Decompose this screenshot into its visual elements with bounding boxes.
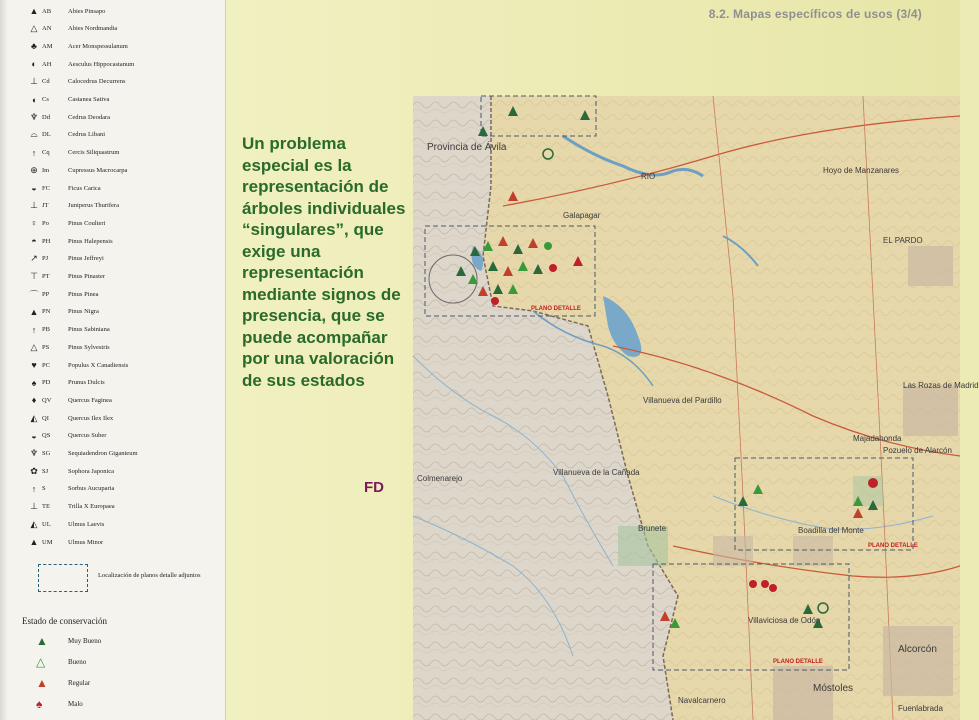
legend-item (28, 305, 99, 319)
legend-item (28, 429, 106, 443)
legend-item (28, 500, 115, 514)
tree-symbol-icon: ▲ (29, 6, 39, 16)
tree-symbol-icon: ⌓ (30, 129, 38, 140)
legend-code: PT (42, 273, 50, 280)
tree-symbol-icon: ⊥ (30, 501, 38, 512)
legend-species-name: Pinus Sabiniana (68, 326, 110, 334)
legend-code: PH (42, 237, 51, 245)
tree-symbol-icon: ◖ (31, 94, 37, 105)
map-label-boadilla: Boadilla del Monte (798, 526, 864, 535)
legend-species-name: Juniperus Thurifera (68, 202, 119, 210)
legend-item (28, 75, 126, 89)
legend-species-name: Quercus Ilex Ilex (68, 414, 114, 422)
legend-species-name: Ulmus Laevis (68, 520, 105, 528)
legend-code: PD (42, 379, 51, 387)
author-initials: FD (364, 479, 384, 496)
conservation-state-icon: ▲ (36, 675, 48, 690)
conservation-label: Bueno (68, 658, 87, 666)
legend-code: QV (42, 396, 52, 404)
legend-item (28, 411, 113, 425)
map-label-alcorcon: Alcorcón (898, 644, 937, 655)
legend-code: Cd (42, 78, 50, 86)
legend-species-name: Pinus Pinaster (68, 273, 106, 280)
tree-symbol-icon: △ (30, 341, 38, 352)
legend-code: JT (42, 202, 49, 210)
map-label-colmenarejo: Colmenarejo (417, 474, 463, 483)
map-graphic (413, 96, 960, 720)
legend-species-name: Trilla X Europaea (68, 503, 115, 511)
legend-item (28, 340, 110, 354)
legend-code: Im (42, 166, 50, 174)
legend-code: S (42, 485, 46, 493)
legend-item (28, 128, 105, 142)
map-label-villanueva-canada: Villanueva de la Cañada (553, 468, 640, 477)
tree-symbol-icon: ♆ (29, 111, 39, 122)
legend-species-name: Populus X Canadiensis (68, 361, 129, 369)
map-label-villaviciosa: Villaviciosa de Odón (748, 616, 821, 625)
legend-item (28, 163, 127, 177)
map-label-majadahonda: Majadahonda (853, 434, 902, 443)
legend-item (28, 464, 114, 478)
legend-code: QS (42, 432, 51, 440)
legend-species-name: Quercus Suber (68, 432, 107, 440)
conservation-label: Regular (68, 679, 91, 687)
legend-code: PS (42, 343, 50, 351)
map-label-hoyo: Hoyo de Manzanares (823, 166, 900, 175)
legend-species-name: Cupressus Macrocarpa (68, 166, 128, 174)
tree-symbol-icon: ↑ (31, 483, 37, 494)
map-label-mostoles: Móstoles (813, 683, 854, 694)
map-tag-3: PLANO DETALLE (773, 659, 823, 665)
legend-species-name: Pinus Jeffreyi (68, 255, 104, 263)
map-label-galapagar: Galapagar (563, 211, 601, 220)
slide-body-text: Un problema especial es la representación de árboles individuales “singulares”, que exige una representación mediante signos de presencia, que se puede acompañar por una valoración de sus estados (242, 134, 406, 390)
legend-code: AM (42, 42, 53, 50)
legend-species-name: Castanea Sativa (68, 96, 110, 103)
legend-species-name: Ficus Carica (68, 184, 101, 192)
conservation-state-icon: ▲ (36, 633, 48, 648)
legend-species-name: Cedrus Libani (68, 131, 106, 139)
tree-symbol-icon: ♆ (29, 448, 39, 458)
legend-species-name: Prunus Dulcis (68, 379, 105, 387)
legend-species-name: Acer Monspessulanum (68, 42, 128, 50)
legend-code: FC (42, 184, 50, 192)
legend-species-name: Abies Nordmandia (68, 25, 118, 33)
tree-symbol-icon: △ (30, 23, 38, 34)
legend-species-name: Ulmus Minor (68, 538, 104, 546)
legend-species-name: Cedrus Deodara (68, 113, 111, 121)
legend-item (28, 199, 119, 213)
tree-symbol-icon: ⌒ (29, 289, 39, 300)
legend-code: PB (42, 326, 50, 334)
tree-symbol-icon: ↑ (31, 147, 37, 158)
tree-symbol-icon: ◭ (30, 412, 38, 423)
legend-code: PN (42, 308, 51, 316)
legend-item (28, 252, 104, 266)
legend-species-name: Pinus Halepensis (68, 237, 113, 245)
tree-symbol-icon: ↑ (31, 324, 37, 335)
detail-box-label: Localización de planos detalle adjuntos (98, 572, 201, 579)
tree-symbol-icon: ♦ (31, 395, 37, 406)
tree-symbol-icon: ⊥ (30, 200, 38, 211)
legend-item (28, 146, 119, 160)
tree-symbol-icon: ◓ (31, 236, 37, 247)
legend-code: SG (42, 450, 51, 457)
conservation-state-icon: △ (36, 654, 46, 669)
legend-code: Dd (42, 113, 50, 121)
map-label-navalcarnero: Navalcarnero (678, 696, 726, 705)
legend-code: UM (42, 538, 53, 546)
legend-item (28, 234, 113, 248)
tree-symbol-icon: ♀ (30, 218, 38, 229)
legend-code: AB (42, 7, 52, 15)
legend-item (28, 4, 105, 18)
legend-item (28, 447, 138, 461)
legend-species-name: Pinus Sylvestris (68, 343, 110, 351)
map-label-rio: RIO (641, 172, 656, 181)
legend-code: TE (42, 503, 50, 511)
conservation-item (36, 633, 101, 649)
legend-item (28, 110, 110, 124)
tree-symbol-icon: ♥ (31, 360, 37, 370)
legend-code: AN (42, 25, 52, 33)
map-label-brunete: Brunete (638, 524, 667, 533)
legend-item (28, 39, 128, 53)
tree-symbol-icon: ↗ (30, 253, 38, 264)
legend-item (28, 181, 101, 195)
map-tag-2: PLANO DETALLE (868, 543, 918, 549)
map-label-provincia: Provincia de Ávila (427, 142, 507, 153)
legend-species-name: Pinus Nigra (68, 308, 99, 316)
legend-species-name: Pinus Coulteri (68, 219, 106, 227)
legend-code: QI (42, 414, 49, 422)
tree-symbol-icon: ⊤ (30, 271, 38, 281)
legend-code: Po (42, 219, 49, 227)
legend-code: DL (42, 131, 51, 139)
legend-species-name: Sorbus Aucuparia (68, 485, 115, 493)
legend-species-name: Sequiadendron Giganteum (68, 450, 138, 457)
legend-code: SJ (42, 467, 49, 475)
legend-item (28, 358, 128, 372)
tree-symbol-icon: ▲ (29, 537, 39, 547)
legend-code: PP (42, 290, 50, 298)
map-label-fuenlabrada: Fuenlabrada (898, 704, 943, 713)
legend-code: AH (42, 60, 52, 68)
legend-item (28, 270, 105, 284)
detail-box-symbol (38, 564, 88, 592)
legend-species-name: Sophora Japonica (68, 467, 115, 475)
legend-item (28, 535, 103, 549)
tree-symbol-icon: ◒ (31, 183, 37, 193)
legend-species-name: Pinus Pinea (68, 290, 99, 298)
tree-symbol-icon: ⊕ (30, 164, 38, 175)
legend-species-name: Calocedrus Decurrens (68, 78, 126, 86)
legend-item (28, 287, 99, 301)
map-label-el-pardo: EL PARDO (883, 236, 923, 245)
legend-item (28, 57, 134, 71)
legend-item (28, 376, 105, 390)
conservation-state-icon: ♠ (36, 696, 43, 711)
tree-symbol-icon: ♠ (31, 377, 37, 388)
legend-code: Cs (42, 96, 49, 103)
legend-species-name: Quercus Faginea (68, 396, 112, 404)
conservation-item (36, 654, 86, 670)
legend-species-name: Aesculus Hippocastanum (68, 60, 135, 68)
conservation-item (36, 696, 83, 712)
tree-symbol-icon: ◭ (30, 518, 38, 529)
map-label-las-rozas: Las Rozas de Madrid (903, 381, 979, 390)
legend-item (28, 93, 109, 107)
tree-symbol-icon: ♣ (31, 41, 37, 52)
tree-symbol-icon: ⊥ (30, 76, 38, 87)
legend-code: UL (42, 520, 51, 528)
conservation-label: Malo (68, 700, 83, 708)
tree-symbol-icon: ◒ (31, 430, 37, 441)
legend-species-name: Abies Pinsapo (68, 7, 106, 15)
legend-item (28, 482, 114, 496)
legend-code: Cq (42, 149, 50, 157)
legend-species-name: Cercis Siliquastrum (68, 149, 120, 157)
tree-symbol-icon: ◐ (31, 59, 37, 70)
legend-item (28, 323, 110, 337)
slide-heading: 8.2. Mapas específicos de usos (3/4) (708, 7, 922, 21)
legend-code: PC (42, 361, 50, 369)
tree-symbol-icon: ✿ (30, 465, 38, 476)
map-image (413, 96, 979, 720)
legend-item (28, 216, 105, 230)
conservation-title: Estado de conservación (22, 616, 107, 626)
legend-page (0, 0, 226, 720)
legend-item (28, 22, 117, 36)
legend-item (28, 517, 104, 531)
map-label-villanueva-pardillo: Villanueva del Pardillo (643, 396, 722, 405)
map-tag-1: PLANO DETALLE (531, 306, 581, 312)
map-label-pozuelo: Pozuelo de Alarcón (883, 446, 952, 455)
legend-code: PJ (42, 255, 49, 263)
tree-symbol-icon: ▲ (29, 306, 39, 317)
conservation-label: Muy Bueno (68, 637, 102, 645)
legend-item (28, 393, 112, 407)
conservation-item (36, 675, 90, 691)
